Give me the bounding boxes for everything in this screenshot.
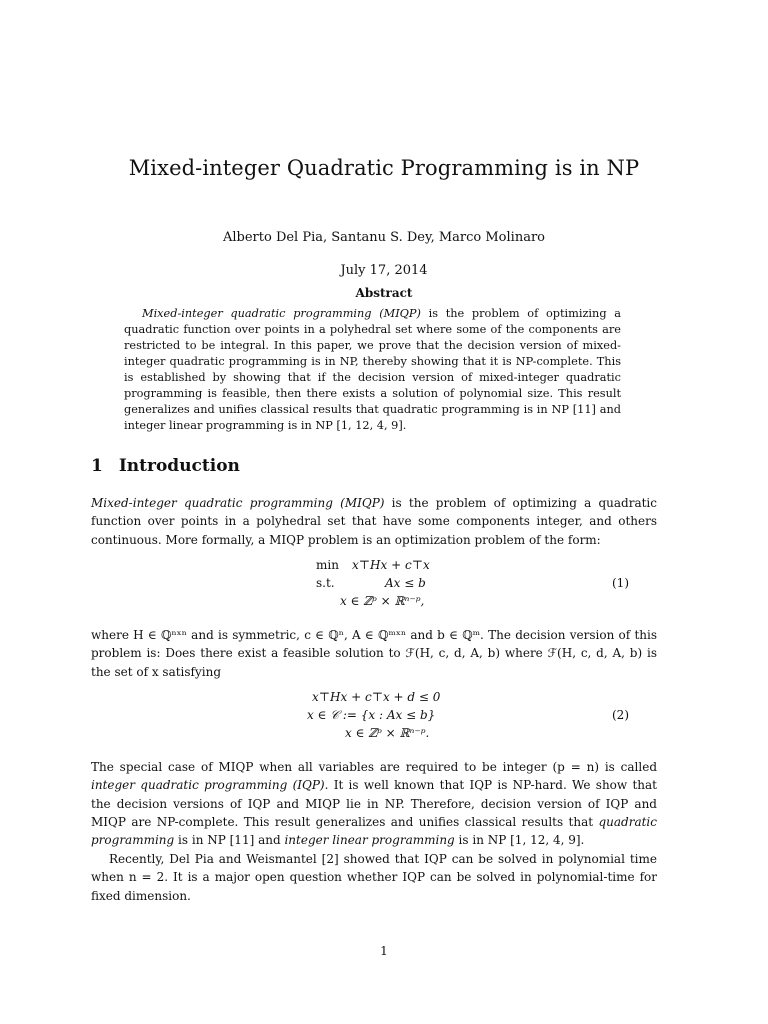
eq2-line2: x ∈ 𝒞 := {x : Ax ≤ b} xyxy=(307,708,436,722)
abstract-text: is the problem of optimizing a quadratic function over points in a polyhedral set where some of the components are restricted to be integral. In this paper, we prove that the decision version of mixed-integer quadratic programming is in NP, thereby showing that it is NP-complete. This is established by showing that if the decision version of mixed-integer quadratic programming is feasible, then there exists a solution of polynomial size. This result generalizes and unifies classical results that quadratic programming is in NP [11] and integer linear programming is in NP [1, 12, 4, 9]. xyxy=(124,307,621,432)
section-title: Introduction xyxy=(118,456,240,476)
intro-lead: Mixed-integer quadratic programming (MIQP) xyxy=(91,496,385,510)
paper-title: Mixed-integer Quadratic Programming is in NP xyxy=(128,156,640,180)
p3-em-qp: quadratic programming xyxy=(91,814,657,848)
abstract-lead: Mixed-integer quadratic programming (MIQP) xyxy=(142,307,421,320)
paper-authors: Alberto Del Pia, Santanu S. Dey, Marco Molinaro xyxy=(222,230,545,245)
intro-paragraph-4: Recently, Del Pia and Weismantel [2] showed that IQP can be solved in polynomial time when n = 2. It is a major open question whether IQP can be solved in polynomial-time for fixed dimension. xyxy=(91,852,657,903)
p3-em-ilp: integer linear programming xyxy=(284,833,455,848)
p3-em-iqp: integer quadratic programming (IQP) xyxy=(91,778,325,793)
eq1-number: (1) xyxy=(612,576,629,590)
equation-1 xyxy=(0,558,768,614)
intro-paragraph-3 xyxy=(91,758,657,849)
p3-part-d: is in NP [1, 12, 4, 9]. xyxy=(454,833,585,848)
page-number: 1 xyxy=(380,944,388,958)
eq2-line3: x ∈ ℤᵖ × ℝⁿ⁻ᵖ. xyxy=(345,726,430,740)
eq1-objective: x⊤Hx + c⊤x xyxy=(352,558,430,572)
eq2-line1: x⊤Hx + c⊤x + d ≤ 0 xyxy=(312,690,441,704)
intro-text: is the problem of optimizing a quadratic function over points in a polyhedral set that have some components integer, and others continuous. More formally, a MIQP problem is an optimization problem of the form: xyxy=(91,496,657,547)
eq1-st-label: s.t. xyxy=(316,576,335,590)
p3-part-a: The special case of MIQP when all variables are required to be integer (p = n) is called xyxy=(91,760,657,774)
p3-part-b: . It is well known that IQP is NP-hard. We show that the decision versions of IQP and MIQP lie in NP. Therefore, decision version of IQP and MIQP are NP-complete. This result generalizes and unifies classical results that xyxy=(91,778,657,829)
eq1-min-label: min xyxy=(316,558,339,572)
paper-date: July 17, 2014 xyxy=(340,263,428,278)
section-heading xyxy=(91,456,240,476)
abstract-heading: Abstract xyxy=(355,286,413,300)
p3-part-c: is in NP [11] and xyxy=(174,833,285,848)
intro-paragraph-1 xyxy=(91,494,657,549)
equation-2 xyxy=(0,690,768,746)
eq1-domain: x ∈ ℤᵖ × ℝⁿ⁻ᵖ, xyxy=(340,594,425,608)
eq1-constraint: Ax ≤ b xyxy=(385,576,426,590)
intro-paragraph-2: where H ∈ ℚⁿˣⁿ and is symmetric, c ∈ ℚⁿ, A ∈ ℚᵐˣⁿ and b ∈ ℚᵐ. The decision version of this problem is: Does there exist a feasible solution to ℱ(H, c, d, A, b) where ℱ(H, c, d, A, b) is the set of x satisfying xyxy=(91,628,657,679)
eq2-number: (2) xyxy=(612,708,629,722)
section-number: 1 xyxy=(91,456,103,476)
abstract-body xyxy=(124,306,621,434)
